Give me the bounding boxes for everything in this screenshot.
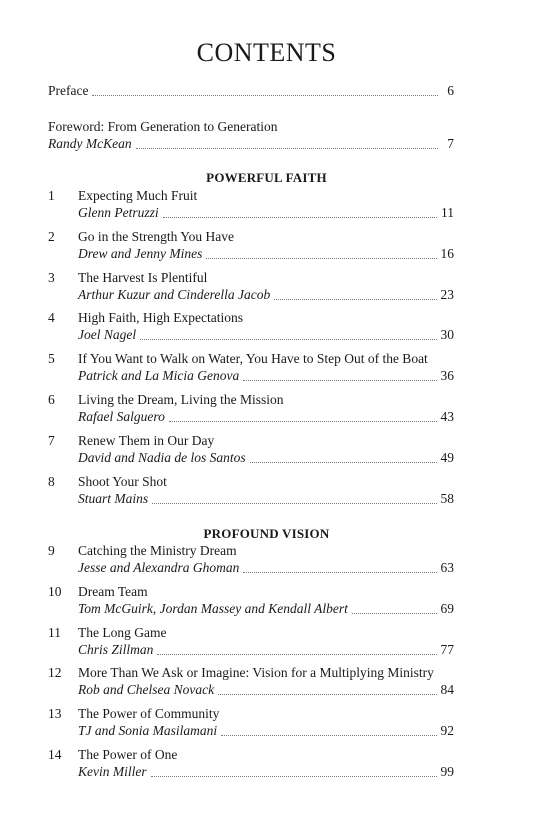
leader-dots: [157, 654, 436, 655]
chapter-number: 9: [48, 543, 55, 558]
chapter-author: Joel Nagel: [78, 327, 137, 342]
chapter-author: Rob and Chelsea Novack: [78, 682, 215, 697]
chapter-title: Shoot Your Shot: [78, 474, 167, 489]
chapter-author-line: [78, 723, 454, 739]
chapter-title: Living the Dream, Living the Mission: [78, 392, 284, 407]
leader-dots: [243, 572, 436, 573]
chapter-author-line: [78, 642, 454, 658]
chapter-author: Chris Zillman: [78, 642, 154, 657]
chapter-author-line: [78, 764, 454, 780]
leader-dots: [206, 258, 436, 259]
foreword-author: Randy McKean: [48, 136, 132, 151]
page-number: 11: [441, 205, 454, 220]
leader-dots: [218, 694, 436, 695]
leader-dots: [243, 380, 436, 381]
leader-dots: [352, 613, 437, 614]
chapter-number: 14: [48, 747, 62, 762]
page-number: 30: [440, 327, 454, 342]
page-title: CONTENTS: [196, 38, 337, 67]
chapter-title: Go in the Strength You Have: [78, 229, 234, 244]
page-number: 84: [440, 682, 454, 697]
chapter-author-line: [78, 246, 454, 262]
chapter-author: TJ and Sonia Masilamani: [78, 723, 218, 738]
chapter-author-line: [78, 601, 454, 617]
leader-dots: [136, 148, 438, 149]
chapter-author: Glenn Petruzzi: [78, 205, 159, 220]
preface-label: Preface: [48, 83, 89, 98]
leader-dots: [274, 299, 436, 300]
chapter-number: 1: [48, 188, 55, 203]
chapter-author-line: [78, 450, 454, 466]
chapter-author: Tom McGuirk, Jordan Massey and Kendall Albert: [78, 601, 348, 616]
chapter-number: 10: [48, 584, 62, 599]
chapter-title: High Faith, High Expectations: [78, 310, 243, 325]
chapter-author: Patrick and La Micia Genova: [78, 368, 240, 383]
page-number: 63: [440, 560, 454, 575]
chapter-number: 3: [48, 270, 55, 285]
chapter-author: David and Nadia de los Santos: [78, 450, 246, 465]
page-number: 36: [440, 368, 454, 383]
chapter-author: Kevin Miller: [78, 764, 147, 779]
page-number: 43: [440, 409, 454, 424]
chapter-title: Catching the Ministry Dream: [78, 543, 237, 558]
leader-dots: [92, 95, 438, 96]
page-number: 16: [440, 246, 454, 261]
chapter-author-line: [78, 368, 454, 384]
chapter-title: Dream Team: [78, 584, 148, 599]
leader-dots: [169, 421, 437, 422]
leader-dots: [221, 735, 436, 736]
page-number: 6: [447, 83, 454, 98]
page-number: 49: [440, 450, 454, 465]
chapter-number: 13: [48, 706, 62, 721]
chapter-number: 8: [48, 474, 55, 489]
page-number: 58: [440, 491, 454, 506]
leader-dots: [151, 776, 437, 777]
chapter-author: Arthur Kuzur and Cinderella Jacob: [78, 287, 271, 302]
chapter-author: Jesse and Alexandra Ghoman: [78, 560, 240, 575]
leader-dots: [250, 462, 437, 463]
chapter-author-line: [78, 287, 454, 303]
chapter-number: 4: [48, 310, 55, 325]
chapter-number: 7: [48, 433, 55, 448]
chapter-author-line: [78, 682, 454, 698]
chapter-title: The Harvest Is Plentiful: [78, 270, 208, 285]
chapter-title: If You Want to Walk on Water, You Have to Step Out of the Boat: [78, 351, 428, 366]
foreword-title: Foreword: From Generation to Generation: [48, 119, 278, 134]
leader-dots: [140, 339, 436, 340]
leader-dots: [152, 503, 436, 504]
chapter-number: 2: [48, 229, 55, 244]
chapter-author-line: [78, 409, 454, 425]
chapter-number: 12: [48, 665, 62, 680]
chapter-author: Drew and Jenny Mines: [78, 246, 203, 261]
chapter-author: Rafael Salguero: [78, 409, 165, 424]
page-number: 77: [440, 642, 454, 657]
page-number: 69: [440, 601, 454, 616]
chapter-title: The Long Game: [78, 625, 167, 640]
chapter-title: More Than We Ask or Imagine: Vision for a Multiplying Ministry: [78, 665, 434, 680]
chapter-title: Renew Them in Our Day: [78, 433, 215, 448]
section-heading: PROFOUND VISION: [203, 526, 330, 541]
chapter-number: 6: [48, 392, 55, 407]
foreword-author-line: [48, 136, 454, 152]
chapter-author: Stuart Mains: [78, 491, 149, 506]
chapter-title: Expecting Much Fruit: [78, 188, 198, 203]
chapter-number: 5: [48, 351, 55, 366]
page-number: 23: [440, 287, 454, 302]
chapter-author-line: [78, 491, 454, 507]
preface-entry: [48, 83, 454, 99]
chapter-number: 11: [48, 625, 61, 640]
leader-dots: [163, 217, 437, 218]
page-number: 99: [440, 764, 454, 779]
section-heading: POWERFUL FAITH: [206, 170, 327, 185]
chapter-author-line: [78, 205, 454, 221]
page-number: 92: [440, 723, 454, 738]
chapter-title: The Power of Community: [78, 706, 220, 721]
page-number: 7: [447, 136, 454, 151]
chapter-author-line: [78, 327, 454, 343]
chapter-title: The Power of One: [78, 747, 178, 762]
chapter-author-line: [78, 560, 454, 576]
